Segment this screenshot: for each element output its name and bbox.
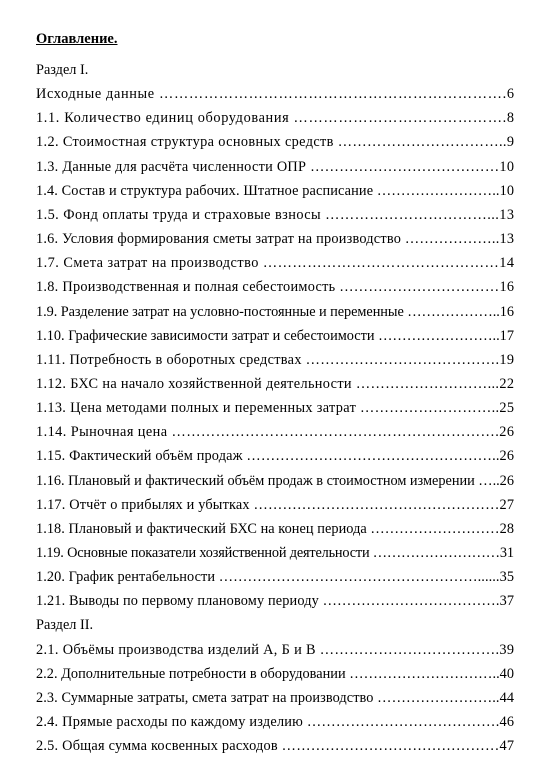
toc-entry-text: 1.19. Основные показатели хозяйственной деятельности ………………………31	[36, 545, 514, 561]
toc-entry-text: 1.6. Условия формирования сметы затрат на производство ………………..13	[36, 231, 515, 247]
toc-entry[interactable]	[36, 423, 514, 441]
toc-entry[interactable]	[36, 544, 514, 562]
toc-entry-text: 1.5. Фонд оплаты труда и страховые взносы ……………………………...13	[36, 207, 515, 223]
toc-entry-text: 1.11. Потребность в оборотных средствах ………………………………….19	[36, 352, 515, 368]
toc-entry[interactable]	[36, 230, 514, 248]
toc-entry[interactable]	[36, 447, 514, 465]
toc-entry-text: 1.16. Плановый и фактический объём продаж в стоимостном измерении …..26	[36, 473, 514, 489]
section-label: Раздел I.	[36, 62, 89, 78]
toc-entry[interactable]	[36, 85, 515, 103]
toc-entry[interactable]	[36, 327, 514, 345]
toc-entry[interactable]	[36, 592, 514, 610]
toc-entry[interactable]	[36, 158, 514, 176]
toc-entry-text: 1.9. Разделение затрат на условно-постоянные и переменные ………………..16	[36, 304, 514, 320]
toc-entry-text: 1.20. График рентабельности ………………………………………………......35	[36, 569, 515, 585]
toc-entry[interactable]	[36, 303, 514, 321]
toc-entry-text: Исходные данные …………………………………………………………….6	[36, 86, 515, 102]
toc-entry[interactable]	[36, 278, 514, 296]
toc-entry[interactable]	[36, 254, 514, 272]
toc-entry-text: 2.2. Дополнительные потребности в оборудовании …………………………..40	[36, 666, 515, 682]
toc-entry-text: 1.10. Графические зависимости затрат и себестоимости ……………………..17	[36, 328, 514, 344]
toc-entry-text: 1.3. Данные для расчёта численности ОПР …………………………………10	[36, 159, 515, 175]
toc-entry-text: 2.5. Общая сумма косвенных расходов ………………………………………47	[36, 738, 515, 754]
toc-entry-text: 1.18. Плановый и фактический БХС на конец периода ………………………28	[36, 521, 515, 537]
toc-entry-text: 2.1. Объёмы производства изделий А, Б и В ……………………………….39	[36, 642, 515, 658]
toc-entry[interactable]	[36, 351, 514, 369]
toc-entry-text: 1.7. Смета затрат на производство …………………………………………14	[36, 255, 515, 271]
toc-entry[interactable]	[36, 472, 514, 490]
toc-entry[interactable]	[36, 375, 514, 393]
toc-entry[interactable]	[36, 568, 514, 586]
toc-entry-text: 1.12. БХС на начало хозяйственной деятельности ………………………...22	[36, 376, 515, 392]
toc-entry-text: 1.14. Рыночная цена ………………………………………………………….26	[36, 424, 515, 440]
toc-entry-text: 1.4. Состав и структура рабочих. Штатное расписание ……………………..10	[36, 183, 515, 199]
toc-entry-text: 1.13. Цена методами полных и переменных затрат ………………………..25	[36, 400, 515, 416]
toc-entry[interactable]	[36, 206, 514, 224]
toc-entry-text: 1.17. Отчёт о прибылях и убытках ……………………………………………27	[36, 497, 515, 513]
toc-entry[interactable]	[36, 182, 514, 200]
toc-entry-text: 1.2. Стоимостная структура основных средств ……………………………..9	[36, 134, 515, 150]
toc-entry[interactable]	[36, 737, 514, 755]
toc-entry[interactable]	[36, 641, 514, 659]
toc-section-heading	[36, 616, 93, 634]
toc-entry[interactable]	[36, 399, 514, 417]
toc-entry[interactable]	[36, 109, 515, 127]
section-label: Раздел II.	[36, 617, 94, 633]
toc-section-heading	[36, 61, 88, 79]
toc-entry[interactable]	[36, 520, 514, 538]
toc-entry-text: 1.21. Выводы по первому плановому периоду ……………………………….37	[36, 593, 515, 609]
toc-entry[interactable]	[36, 665, 514, 683]
toc-entry-text: 1.8. Производственная и полная себестоимость ……………………………16	[36, 279, 515, 295]
toc-entry[interactable]	[36, 713, 514, 731]
toc-entry[interactable]	[36, 133, 514, 151]
toc-entry[interactable]	[36, 689, 514, 707]
toc-title: Оглавление.	[36, 31, 118, 47]
toc-entry-text: 1.1. Количество единиц оборудования …………………………………….8	[36, 110, 515, 126]
toc-entry-text: 1.15. Фактический объём продаж ……………………………………………..26	[36, 448, 515, 464]
toc-entry-text: 2.4. Прямые расходы по каждому изделию ………………………………….46	[36, 714, 515, 730]
toc-entry-text: 2.3. Суммарные затраты, смета затрат на производство ……………………..44	[36, 690, 515, 706]
toc-entry[interactable]	[36, 496, 514, 514]
